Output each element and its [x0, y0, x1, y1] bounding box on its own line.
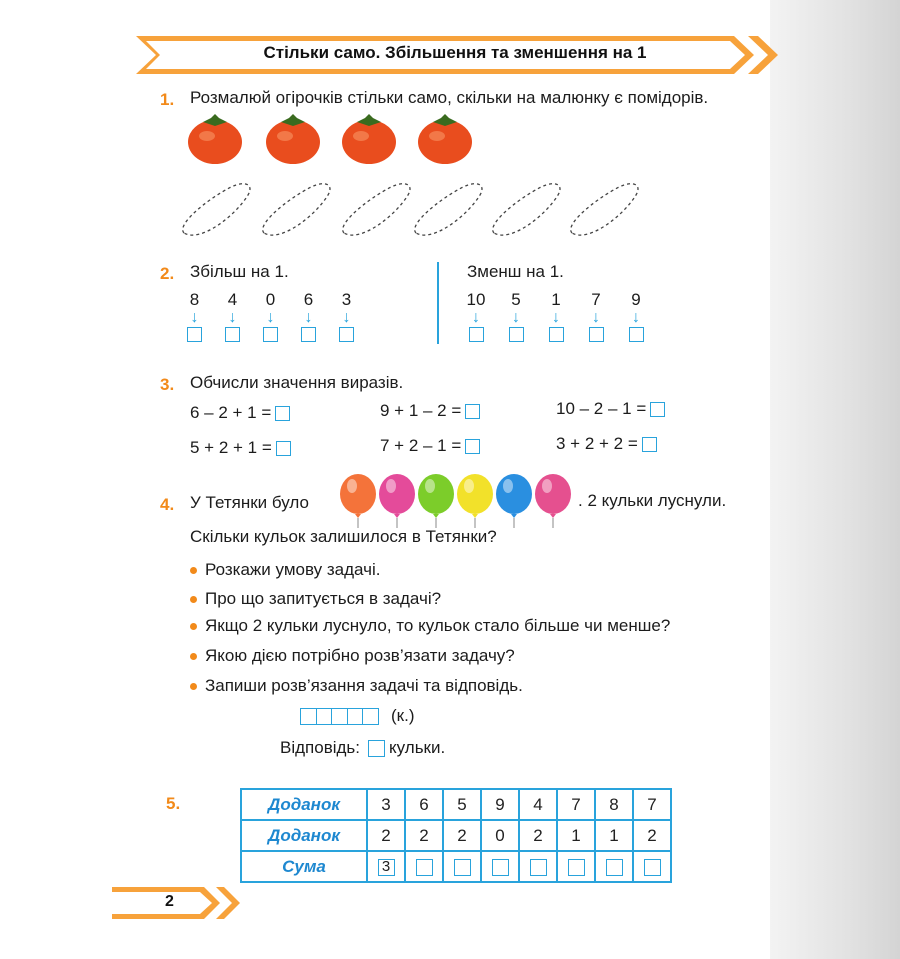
sum-box[interactable]	[492, 859, 509, 876]
balloon-icon	[340, 474, 376, 528]
task-4-question: Скільки кульок залишилося в Тетянки?	[190, 527, 497, 546]
sum-box[interactable]	[606, 859, 623, 876]
answer-box[interactable]	[549, 327, 564, 342]
balloon-icon	[457, 474, 493, 528]
answer-box[interactable]	[589, 327, 604, 342]
sum-box[interactable]	[644, 859, 661, 876]
solution-boxes[interactable]	[300, 708, 379, 725]
table-row: Доданок 2 2 2 0 2 1 1 2	[241, 820, 671, 851]
answer-box[interactable]	[629, 327, 644, 342]
task-3-text: Обчисли значення виразів.	[190, 373, 404, 392]
task-4-number: 4.	[160, 495, 175, 514]
bullet-item: Запиши розв’язання задачі та відповідь.	[190, 676, 523, 696]
task-1-number: 1.	[160, 90, 175, 109]
expression: 5 + 2 + 1 =	[190, 438, 291, 458]
expression: 9 + 1 – 2 =	[380, 401, 480, 421]
tomato-icon	[266, 114, 320, 164]
increase-group: 8 ↓ 4 ↓ 0 ↓ 6 ↓ 3 ↓	[185, 290, 356, 344]
balloons-illustration	[338, 472, 574, 530]
tomato-icon	[342, 114, 396, 164]
cucumber-outline	[415, 184, 482, 235]
answer-box[interactable]	[339, 327, 354, 342]
page-number: 2	[165, 893, 174, 910]
answer-box[interactable]	[509, 327, 524, 342]
tomato-icon	[188, 114, 242, 164]
task-3-number: 3.	[160, 375, 175, 394]
answer-box[interactable]	[263, 327, 278, 342]
number: 6	[303, 290, 314, 309]
task-2-number: 2.	[160, 264, 175, 283]
answer-line	[280, 738, 445, 758]
bullet-item: Розкажи умову задачі.	[190, 560, 380, 580]
balloon-icon	[379, 474, 415, 528]
answer-box[interactable]	[275, 406, 290, 421]
sum-box[interactable]: 3	[378, 859, 395, 876]
sum-box[interactable]	[416, 859, 433, 876]
balloon-icon	[418, 474, 454, 528]
number: 9	[631, 290, 641, 309]
expression: 3 + 2 + 2 =	[556, 434, 657, 454]
answer-box[interactable]	[469, 327, 484, 342]
page-title: Стільки само. Збільшення та зменшення на 1	[263, 43, 647, 62]
tomato-icon	[418, 114, 472, 164]
answer-box[interactable]	[642, 437, 657, 452]
answer-box[interactable]	[225, 327, 240, 342]
number: 8	[189, 290, 200, 309]
balloon-icon	[496, 474, 532, 528]
page-number-banner	[112, 885, 242, 921]
answer-box[interactable]	[301, 327, 316, 342]
row-label: Доданок	[241, 820, 367, 851]
task-4-text-after: . 2 кульки луснули.	[578, 491, 727, 510]
number: 4	[227, 290, 238, 309]
expression: 7 + 2 – 1 =	[380, 436, 480, 456]
task-4-text-before: У Тетянки було	[190, 493, 309, 512]
number: 10	[466, 290, 486, 309]
number: 7	[591, 290, 601, 309]
balloon-icon	[535, 474, 571, 528]
answer-box[interactable]	[368, 740, 385, 757]
number: 0	[265, 290, 276, 309]
cucumber-outlines[interactable]	[176, 175, 656, 245]
number: 1	[551, 290, 561, 309]
table-row	[241, 851, 671, 882]
bullet-item: Якщо 2 кульки луснуло, то кульок стало більше чи менше?	[190, 616, 670, 636]
sum-box[interactable]	[530, 859, 547, 876]
row-label: Сума	[241, 851, 367, 882]
cucumber-outline	[493, 184, 560, 235]
task-5-number: 5.	[166, 794, 181, 813]
answer-label: Відповідь:	[280, 738, 361, 757]
page-edge-shadow	[770, 0, 900, 959]
expression: 6 – 2 + 1 =	[190, 403, 290, 423]
expression: 10 – 2 – 1 =	[556, 399, 665, 419]
sum-table	[240, 788, 672, 883]
answer-suffix: кульки.	[389, 738, 446, 757]
sum-box[interactable]	[454, 859, 471, 876]
table-row: Доданок 3 6 5 9 4 7 8 7	[241, 789, 671, 820]
answer-box[interactable]	[187, 327, 202, 342]
solution-line	[300, 706, 414, 726]
task-2-divider	[437, 262, 439, 344]
bullet-item: Якою дією потрібно розв’язати задачу?	[190, 646, 515, 666]
task-2-right-label: Зменш на 1.	[467, 262, 564, 281]
sum-box[interactable]	[568, 859, 585, 876]
answer-box[interactable]	[465, 404, 480, 419]
cucumber-outline	[183, 184, 250, 235]
decrease-group: 10 ↓ 5 ↓ 1 ↓ 7 ↓ 9 ↓	[466, 290, 646, 344]
answer-box[interactable]	[650, 402, 665, 417]
tomatoes-illustration	[185, 112, 485, 167]
cucumber-outline	[263, 184, 330, 235]
task-2-left-label: Збільш на 1.	[190, 262, 289, 281]
answer-box[interactable]	[276, 441, 291, 456]
unit-label: (к.)	[391, 706, 415, 725]
cucumber-outline	[571, 184, 638, 235]
bullet-item: Про що запитується в задачі?	[190, 589, 441, 609]
number: 5	[511, 290, 521, 309]
row-label: Доданок	[241, 789, 367, 820]
cucumber-outline	[343, 184, 410, 235]
task-1-text: Розмалюй огірочків стільки само, скільки на малюнку є помідорів.	[190, 88, 709, 107]
number: 3	[341, 290, 352, 309]
answer-box[interactable]	[465, 439, 480, 454]
